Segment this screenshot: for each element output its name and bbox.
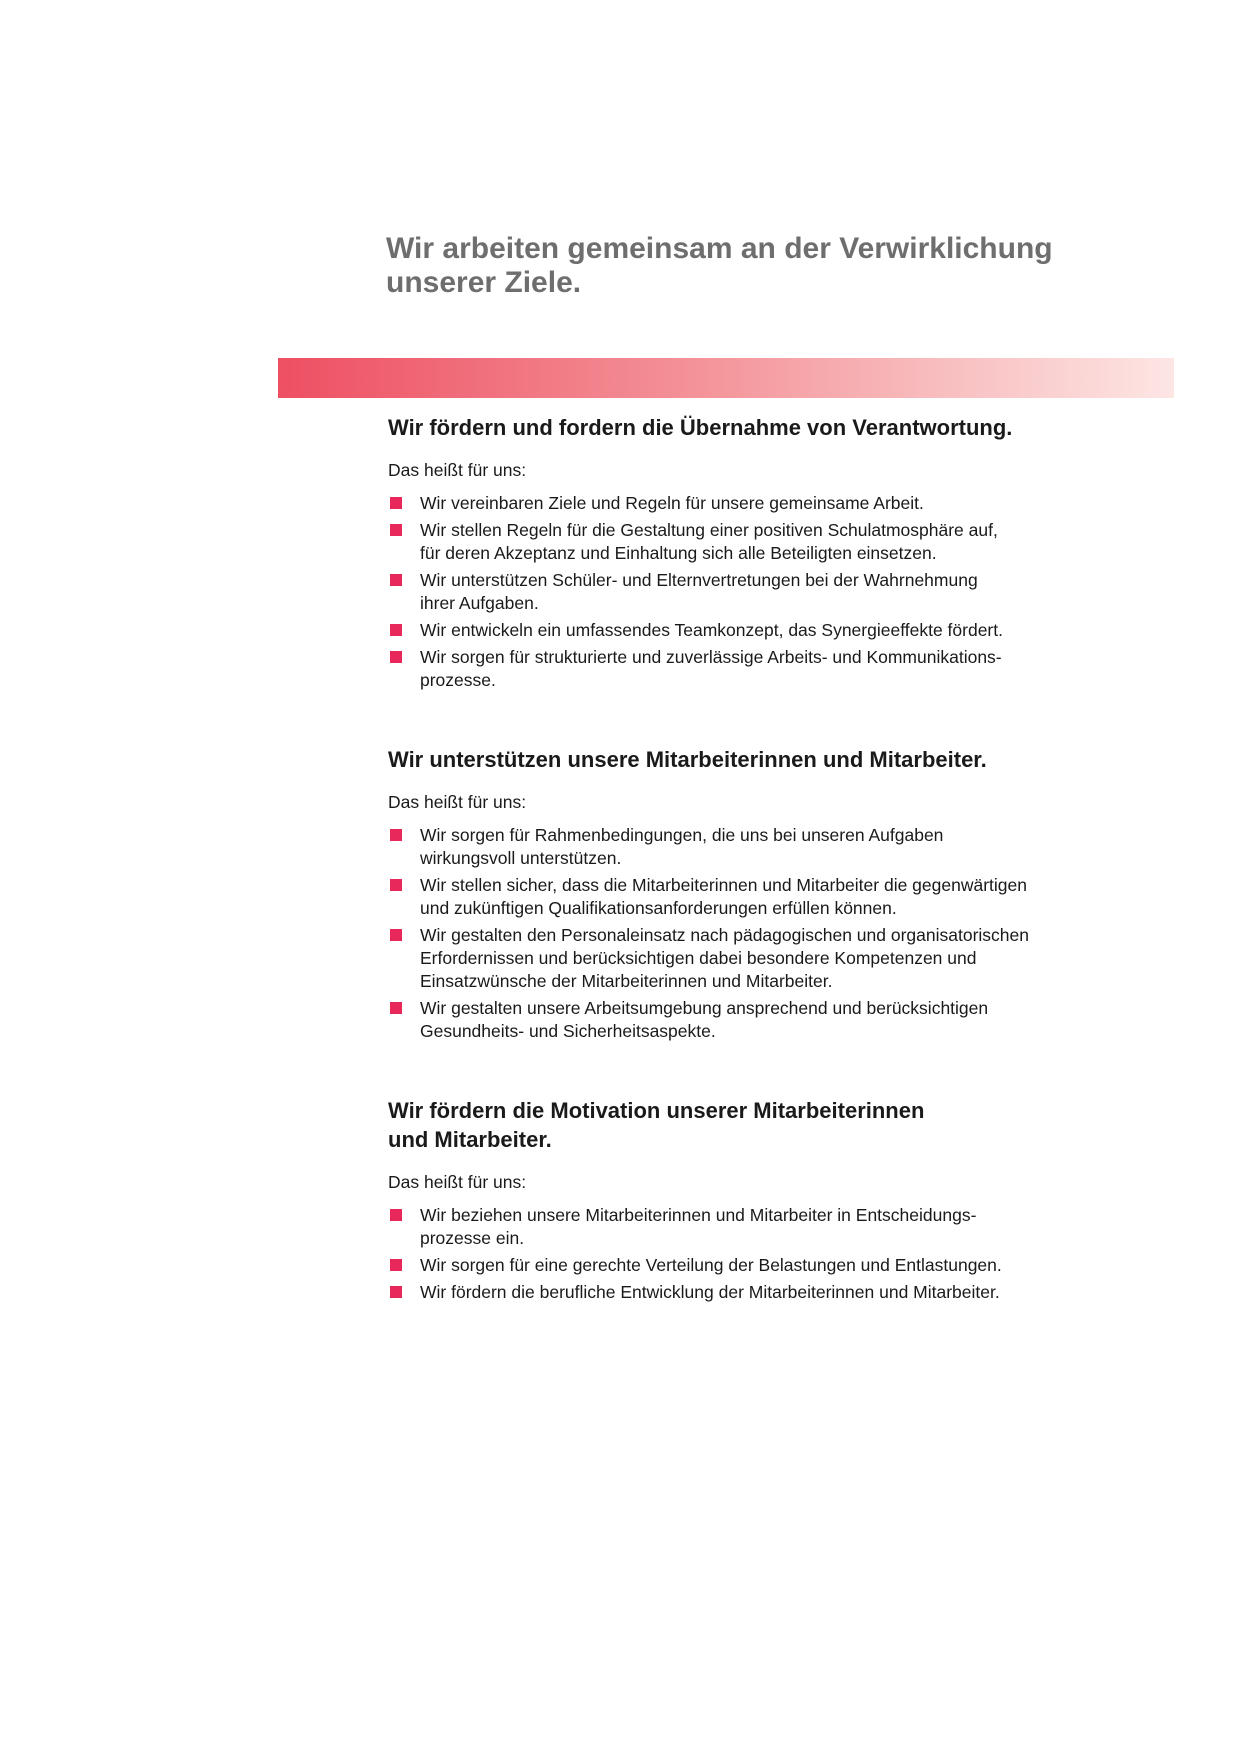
section-heading xyxy=(388,1096,1148,1154)
section-support-staff xyxy=(388,745,1148,1047)
section-heading-line: und Mitarbeiter. xyxy=(388,1127,552,1152)
section-motivation xyxy=(388,1096,1148,1308)
list-item xyxy=(388,646,1148,692)
list-item xyxy=(388,1254,1148,1277)
list-item-line: Wir sorgen für Rahmenbedingungen, die uns bei unseren Aufgaben xyxy=(420,825,944,845)
section-heading xyxy=(388,745,1148,774)
list-item-line: Wir sorgen für strukturierte und zuverlässige Arbeits- und Kommunikations- xyxy=(420,647,1002,667)
list-item xyxy=(388,492,1148,515)
list-item-line: Wir sorgen für eine gerechte Verteilung der Belastungen und Entlastungen. xyxy=(420,1255,1002,1275)
list-item-line: wirkungsvoll unterstützen. xyxy=(420,848,622,868)
square-bullet-icon xyxy=(390,929,402,941)
square-bullet-icon xyxy=(390,624,402,636)
list-item-line: Wir vereinbaren Ziele und Regeln für unsere gemeinsame Arbeit. xyxy=(420,493,924,513)
list-item-line: Wir stellen Regeln für die Gestaltung einer positiven Schulatmosphäre auf, xyxy=(420,520,998,540)
bullet-list xyxy=(388,824,1148,1043)
section-intro: Das heißt für uns: xyxy=(388,1172,527,1192)
section-heading-line: Wir fördern und fordern die Übernahme von Verantwortung. xyxy=(388,415,1013,440)
section-intro: Das heißt für uns: xyxy=(388,460,527,480)
square-bullet-icon xyxy=(390,651,402,663)
square-bullet-icon xyxy=(390,1002,402,1014)
list-item-line: ihrer Aufgaben. xyxy=(420,593,539,613)
list-item-line: Wir beziehen unsere Mitarbeiterinnen und Mitarbeiter in Entscheidungs- xyxy=(420,1205,977,1225)
section-heading-line: Wir fördern die Motivation unserer Mitarbeiterinnen xyxy=(388,1098,925,1123)
list-item-line: prozesse ein. xyxy=(420,1228,525,1248)
square-bullet-icon xyxy=(390,879,402,891)
list-item-line: für deren Akzeptanz und Einhaltung sich alle Beteiligten einsetzen. xyxy=(420,543,937,563)
list-item-line: und zukünftigen Qualifikationsanforderungen erfüllen können. xyxy=(420,898,897,918)
list-item xyxy=(388,619,1148,642)
section-responsibility xyxy=(388,413,1148,696)
square-bullet-icon xyxy=(390,1259,402,1271)
list-item xyxy=(388,519,1148,565)
list-item xyxy=(388,1281,1148,1304)
bullet-list xyxy=(388,492,1148,692)
list-item-line: Wir entwickeln ein umfassendes Teamkonzept, das Synergieeffekte fördert. xyxy=(420,620,1003,640)
square-bullet-icon xyxy=(390,1209,402,1221)
list-item xyxy=(388,824,1148,870)
list-item-line: Wir unterstützen Schüler- und Elternvertretungen bei der Wahrnehmung xyxy=(420,570,978,590)
square-bullet-icon xyxy=(390,574,402,586)
list-item-line: Gesundheits- und Sicherheitsaspekte. xyxy=(420,1021,716,1041)
bullet-list xyxy=(388,1204,1148,1304)
list-item-line: prozesse. xyxy=(420,670,496,690)
list-item xyxy=(388,569,1148,615)
list-item xyxy=(388,874,1148,920)
square-bullet-icon xyxy=(390,497,402,509)
list-item xyxy=(388,997,1148,1043)
gradient-banner xyxy=(278,358,1174,398)
section-heading-line: Wir unterstützen unsere Mitarbeiterinnen und Mitarbeiter. xyxy=(388,747,987,772)
square-bullet-icon xyxy=(390,524,402,536)
page-title-line: unserer Ziele. xyxy=(386,266,582,299)
page-title-line: Wir arbeiten gemeinsam an der Verwirklichung xyxy=(386,232,1053,265)
section-intro: Das heißt für uns: xyxy=(388,792,527,812)
list-item-line: Wir gestalten unsere Arbeitsumgebung ansprechend und berücksichtigen xyxy=(420,998,989,1018)
square-bullet-icon xyxy=(390,1286,402,1298)
page-title xyxy=(386,232,1146,300)
list-item-line: Wir fördern die berufliche Entwicklung der Mitarbeiterinnen und Mitarbeiter. xyxy=(420,1282,1000,1302)
list-item-line: Wir gestalten den Personaleinsatz nach pädagogischen und organisatorischen xyxy=(420,925,1030,945)
list-item-line: Erfordernissen und berücksichtigen dabei besondere Kompetenzen und xyxy=(420,948,977,968)
list-item xyxy=(388,924,1148,993)
list-item-line: Einsatzwünsche der Mitarbeiterinnen und Mitarbeiter. xyxy=(420,971,833,991)
list-item xyxy=(388,1204,1148,1250)
section-heading xyxy=(388,413,1148,442)
square-bullet-icon xyxy=(390,829,402,841)
list-item-line: Wir stellen sicher, dass die Mitarbeiterinnen und Mitarbeiter die gegenwärtigen xyxy=(420,875,1027,895)
